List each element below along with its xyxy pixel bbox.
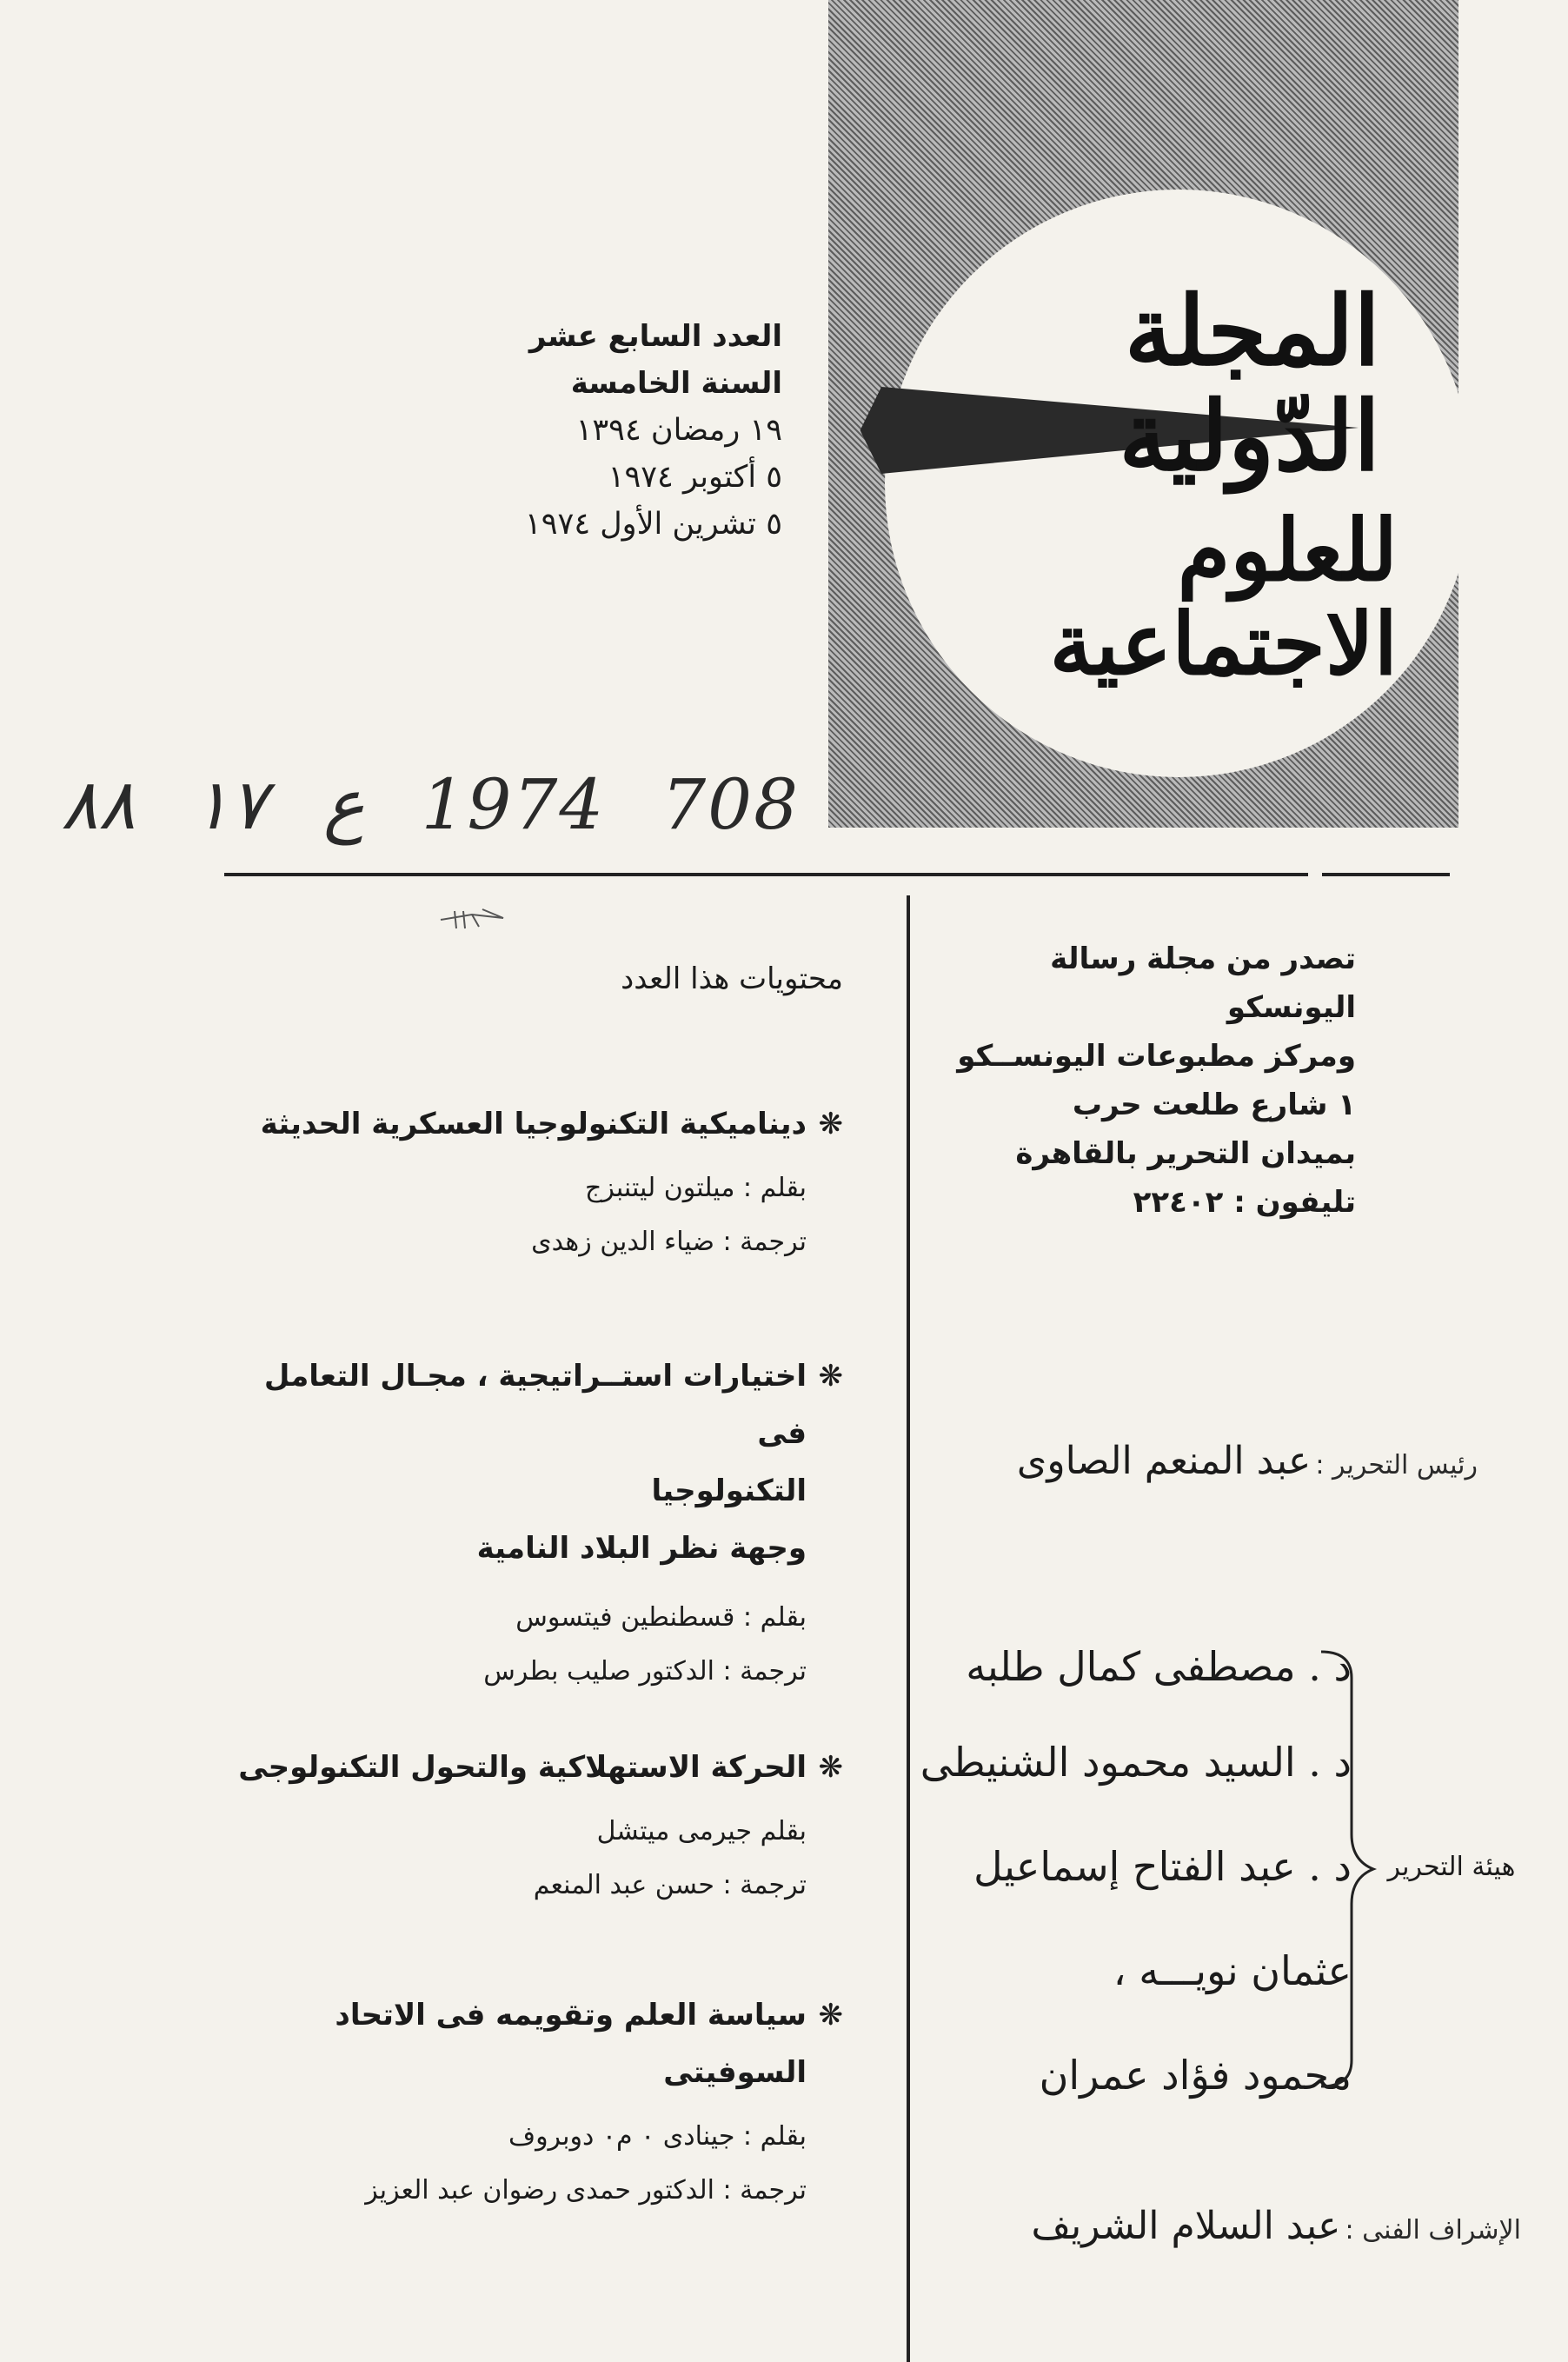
board-member: د . السيد محمود الشنيطى — [920, 1739, 1352, 1786]
gregorian-date: ٥ أكتوبر ١٩٧٤ — [608, 460, 782, 495]
horizontal-rule — [224, 873, 1450, 876]
article-author: بقلم : ميلتون ليتنبزج — [584, 1173, 807, 1203]
article-title — [235, 1095, 843, 1153]
catalog-item: 1974 — [421, 763, 606, 845]
handwritten-catalog-note — [61, 756, 800, 852]
article-author: بقلم : جينادى ٠ م٠ دوبروف — [508, 2121, 807, 2152]
bullet-icon: ❋ — [818, 1107, 843, 1141]
article-title-line: الحركة الاستهلاكية والتحول التكنولوجى — [238, 1750, 807, 1785]
journal-title-line2: للعلوم الاجتماعية — [1049, 501, 1398, 695]
catalog-item: ع — [322, 763, 365, 845]
publisher-line: تصدر من مجلة رسالة اليونسكو — [1050, 941, 1356, 1025]
bullet-icon: ❋ — [818, 1998, 843, 2033]
board-member: د . عبد الفتاح إسماعيل — [973, 1843, 1352, 1890]
editor-in-chief-name: عبد المنعم الصاوى — [1016, 1439, 1312, 1483]
rule-gap — [1308, 869, 1322, 880]
article-entry — [235, 1347, 843, 1699]
article-title — [235, 1986, 843, 2101]
syriac-date: ٥ تشرين الأول ١٩٧٤ — [524, 507, 782, 542]
issue-number: العدد السابع عشر — [528, 319, 782, 354]
publisher-phone: تليفون : ٢٢٤٠٢ — [1133, 1185, 1356, 1220]
masthead-block — [828, 0, 1458, 828]
editorial-board — [921, 1643, 1547, 2147]
issue-info — [261, 313, 782, 548]
art-director — [921, 2204, 1521, 2248]
article-entry — [235, 1095, 843, 1269]
board-member: محمود فؤاد عمران — [1039, 2052, 1352, 2099]
article-entry — [235, 1739, 843, 1913]
publisher-info — [913, 935, 1356, 1227]
article-translator: ترجمة : ضياء الدين زهدى — [531, 1227, 807, 1257]
catalog-item: ١٧ — [191, 763, 267, 845]
hijri-date: ١٩ رمضان ١٣٩٤ — [575, 413, 782, 448]
publisher-line: بميدان التحرير بالقاهرة — [1015, 1136, 1356, 1171]
publisher-line: ومركز مطبوعات اليونســكو — [957, 1039, 1356, 1074]
contents-heading: محتويات هذا العدد — [621, 961, 843, 996]
article-title-line: التكنولوجيا — [651, 1474, 807, 1508]
brace-icon — [1304, 1643, 1382, 2095]
bullet-icon: ❋ — [818, 1359, 843, 1394]
editor-in-chief-label: رئيس التحرير : — [1315, 1450, 1478, 1480]
article-title-line: اختيارات استــراتيجية ، مجـال التعامل فى — [263, 1359, 807, 1451]
article-title — [235, 1739, 843, 1796]
column-divider — [907, 895, 910, 2362]
art-director-label: الإشراف الفنى : — [1345, 2215, 1521, 2246]
article-title — [235, 1347, 843, 1577]
article-translator: ترجمة : الدكتور صليب بطرس — [483, 1656, 807, 1687]
board-member: د . مصطفى كمال طلبه — [966, 1643, 1352, 1690]
scribble-mark-icon — [437, 904, 507, 934]
article-author: بقلم : قسطنطين فيتسوس — [515, 1602, 807, 1633]
article-title-line: وجهة نظر البلاد النامية — [476, 1531, 807, 1566]
article-title-line: ديناميكية التكنولوجيا العسكرية الحديثة — [260, 1107, 807, 1141]
article-author: بقلم جيرمى ميتشل — [596, 1816, 807, 1846]
journal-title-line1: المجلة الدّولية — [1119, 275, 1380, 492]
article-translator: ترجمة : حسن عبد المنعم — [533, 1870, 807, 1900]
article-title-line: سياسة العلم وتقويمه فى الاتحاد السوفيتى — [335, 1998, 807, 2090]
article-entry — [235, 1986, 843, 2218]
board-member: عثمان نويـــه ، — [1113, 1947, 1352, 1994]
catalog-item: ٨٨ — [61, 763, 136, 845]
art-director-name: عبد السلام الشريف — [1031, 2204, 1341, 2248]
editorial-board-label: هيئة التحرير — [1387, 1852, 1516, 1882]
editor-in-chief — [921, 1439, 1478, 1483]
article-translator: ترجمة : الدكتور حمدى رضوان عبد العزيز — [365, 2175, 807, 2206]
publisher-line: ١ شارع طلعت حرب — [1072, 1088, 1356, 1122]
issue-year: السنة الخامسة — [570, 366, 782, 401]
catalog-item: 708 — [661, 763, 800, 845]
bullet-icon: ❋ — [818, 1750, 843, 1785]
